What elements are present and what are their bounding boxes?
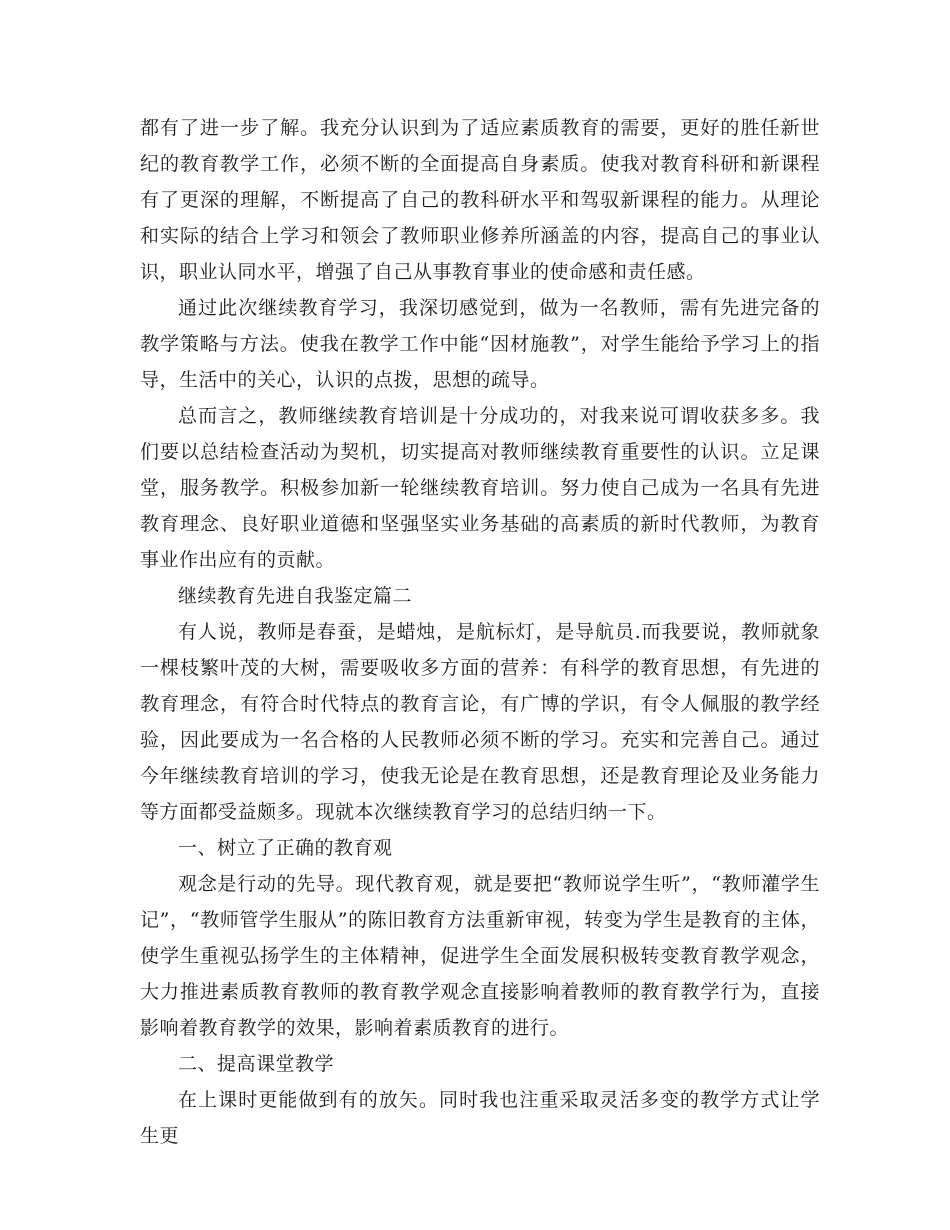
- paragraph-5: 观念是行动的先导。现代教育观，就是要把“教师说学生听”，“教师灌学生记”，“教师管学生服从”的陈旧教育方法重新审视，转变为学生是教育的主体，使学生重视弘扬学生的主体精神，促进学生全面发展积极转变教育教学观念，大力推进素质教育教师的教育教学观念直接影响着教师的教育教学行为，直接影响着教育教学的效果，影响着素质教育的进行。: [140, 873, 820, 1039]
- subheading-education-view: 一、树立了正确的教育观: [178, 837, 393, 859]
- paragraph-1: 都有了进一步了解。我充分认识到为了适应素质教育的需要，更好的胜任新世纪的教育教学工作，必须不断的全面提高自身素质。使我对教育科研和新课程有了更深的理解，不断提高了自己的教科研水平和驾驭新课程的能力。从理论和实际的结合上学习和领会了教师职业修养所涵盖的内容，提高自己的事业认识，职业认同水平，增强了自己从事教育事业的使命感和责任感。: [140, 117, 820, 283]
- subheading-classroom-teaching: 二、提高课堂教学: [178, 1053, 335, 1075]
- paragraph-6: 在上课时更能做到有的放矢。同时我也注重采取灵活多变的教学方式让学生更: [140, 1089, 820, 1147]
- section-heading-part-two: 继续教育先进自我鉴定篇二: [178, 585, 413, 607]
- document-page: [140, 110, 820, 1154]
- paragraph-2: 通过此次继续教育学习，我深切感觉到，做为一名教师，需有先进完备的教学策略与方法。使我在教学工作中能“因材施教”，对学生能给予学习上的指导，生活中的关心，认识的点拨，思想的疏导。: [140, 297, 820, 391]
- paragraph-4: 有人说，教师是春蚕，是蜡烛，是航标灯，是导航员.而我要说，教师就象一棵枝繁叶茂的大树，需要吸收多方面的营养：有科学的教育思想，有先进的教育理念，有符合时代特点的教育言论，有广博的学识，有令人佩服的教学经验，因此要成为一名合格的人民教师必须不断的学习。充实和完善自己。通过今年继续教育培训的学习，使我无论是在教育思想，还是教育理论及业务能力等方面都受益颇多。现就本次继续教育学习的总结归纳一下。: [140, 621, 820, 823]
- paragraph-3: 总而言之，教师继续教育培训是十分成功的，对我来说可谓收获多多。我们要以总结检查活动为契机，切实提高对教师继续教育重要性的认识。立足课堂，服务教学。积极参加新一轮继续教育培训。努力使自己成为一名具有先进教育理念、良好职业道德和坚强坚实业务基础的高素质的新时代教师，为教育事业作出应有的贡献。: [140, 405, 820, 571]
